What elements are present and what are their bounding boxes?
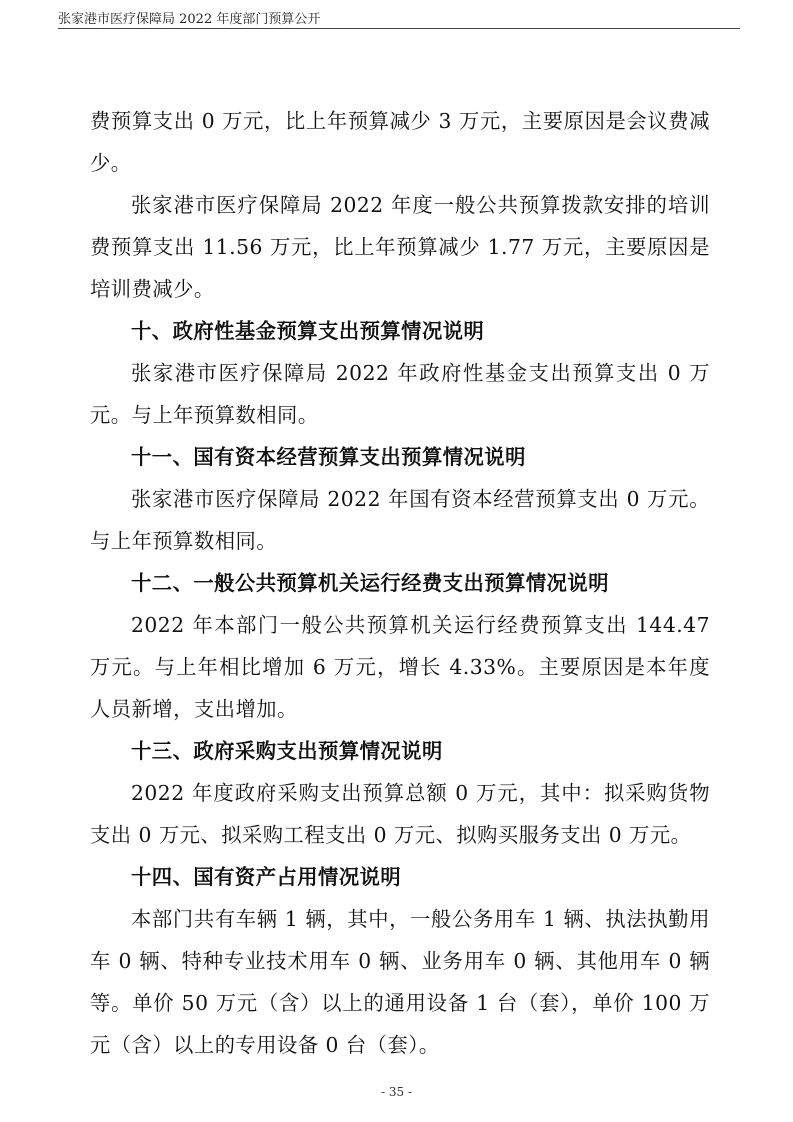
paragraph-meeting-fee: 费预算支出 0 万元，比上年预算减少 3 万元，主要原因是会议费减少。 [90,109,710,175]
header-divider [58,28,740,29]
running-header: 张家港市医疗保障局 2022 年度部门预算公开 [58,12,321,27]
heading-section-13: 十三、政府采购支出预算情况说明 [131,739,443,763]
document-body [90,100,710,1066]
heading-section-11: 十一、国有资本经营预算支出预算情况说明 [131,445,526,469]
heading-section-14: 十四、国有资产占用情况说明 [131,865,402,889]
paragraph-section-11: 张家港市医疗保障局 2022 年国有资本经营预算支出 0 万元。与上年预算数相同。 [90,487,710,553]
page-number: - 35 - [380,1085,412,1099]
heading-section-12: 十二、一般公共预算机关运行经费支出预算情况说明 [131,571,609,595]
paragraph-section-12: 2022 年本部门一般公共预算机关运行经费预算支出 144.47 万元。与上年相比增加 6 万元，增长 4.33%。主要原因是本年度人员新增，支出增加。 [90,613,710,721]
paragraph-section-10: 张家港市医疗保障局 2022 年政府性基金支出预算支出 0 万元。与上年预算数相同。 [90,361,710,427]
paragraph-training-fee: 张家港市医疗保障局 2022 年度一般公共预算拨款安排的培训费预算支出 11.56 万元，比上年预算减少 1.77 万元，主要原因是培训费减少。 [90,193,710,301]
paragraph-section-13: 2022 年度政府采购支出预算总额 0 万元，其中：拟采购货物支出 0 万元、拟采购工程支出 0 万元、拟购买服务支出 0 万元。 [90,781,710,847]
heading-section-10: 十、政府性基金预算支出预算情况说明 [131,319,485,343]
paragraph-section-14: 本部门共有车辆 1 辆，其中，一般公务用车 1 辆、执法执勤用车 0 辆、特种专业技术用车 0 辆、业务用车 0 辆、其他用车 0 辆等。单价 50 万元（含）以上的通用设备 1 台（套），单价 100 万元（含）以上的专用设备 0 台（套）。 [90,907,710,1057]
